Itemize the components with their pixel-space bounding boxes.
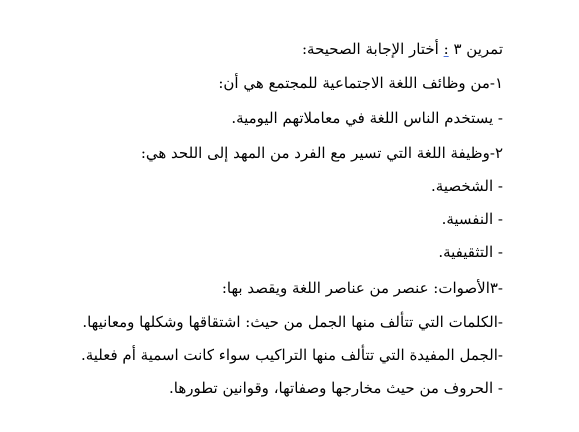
exercise-title bbox=[302, 39, 503, 59]
answer-2-option-2: - النفسية. bbox=[441, 210, 503, 228]
exercise-colon: : bbox=[443, 40, 449, 58]
question-2: ٢-وظيفة اللغة التي تسير مع الفرد من المهد إلى اللحد هي: bbox=[140, 144, 503, 162]
exercise-number: تمرين ٣ bbox=[453, 40, 503, 58]
answer-2-option-1: - الشخصية. bbox=[431, 177, 503, 195]
question-1: ١-من وظائف اللغة الاجتماعية للمجتمع هي أن: bbox=[218, 74, 503, 92]
answer-3-option-2: -الجمل المفيدة التي تتألف منها التراكيب سواء كانت اسمية أم فعلية. bbox=[80, 346, 503, 364]
answer-2-option-3: - التثقيفية. bbox=[438, 243, 503, 261]
answer-1: - يستخدم الناس اللغة في معاملاتهم اليومية. bbox=[231, 109, 503, 127]
question-3: -٣الأصوات: عنصر من عناصر اللغة ويقصد بها: bbox=[221, 279, 503, 297]
exercise-instruction: أختار الإجابة الصحيحة: bbox=[301, 40, 439, 58]
answer-3-option-1: -الكلمات التي تتألف منها الجمل من حيث: اشتقاقها وشكلها ومعانيها. bbox=[82, 313, 503, 331]
answer-3-option-3: - الحروف من حيث مخارجها وصفاتها، وقوانين تطورها. bbox=[168, 379, 503, 397]
